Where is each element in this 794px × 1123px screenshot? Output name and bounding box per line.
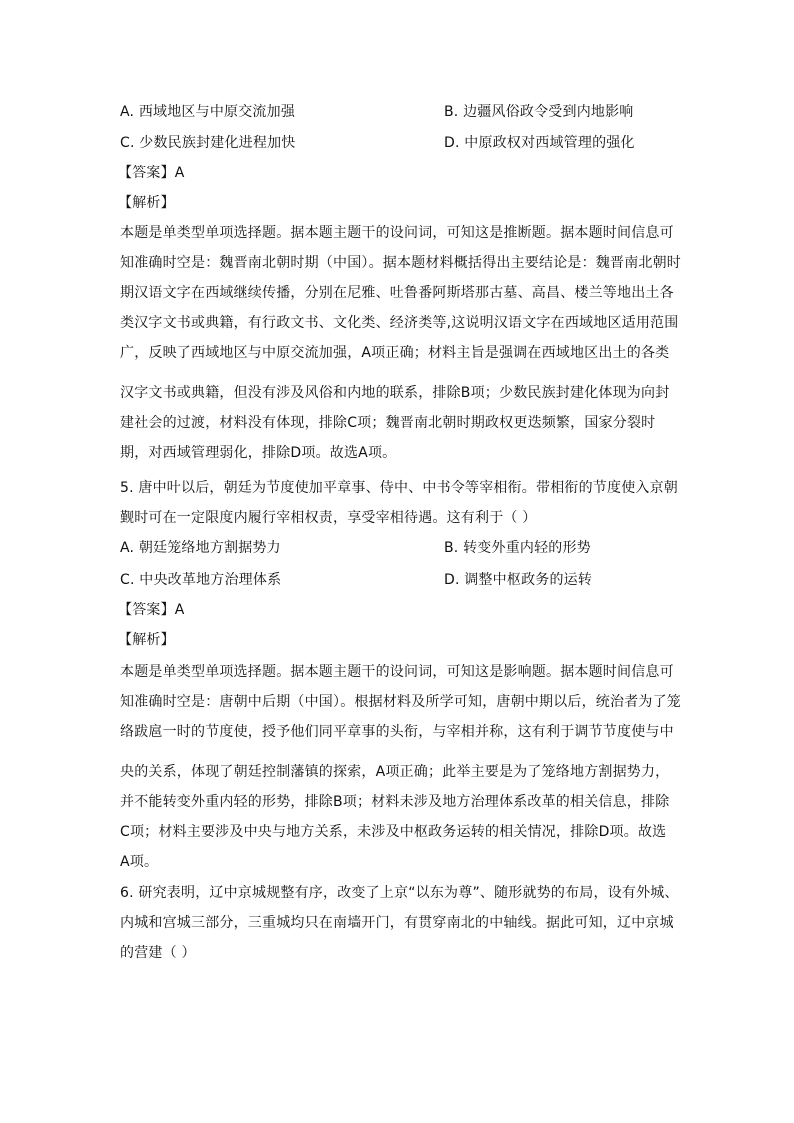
q4-answer: 【答案】A [118, 165, 185, 181]
q4-option-c: C. 少数民族封建化进程加快 [120, 135, 296, 151]
q4-analysis-line: 广，反映了西域地区与中原交流加强，A项正确；材料主旨是强调在西域地区出土的各类 [120, 345, 670, 361]
q4-option-b: B. 边疆风俗政令受到内地影响 [444, 104, 634, 120]
q5-analysis-line: C项；材料主要涉及中央与地方关系，未涉及中枢政务运转的相关情况，排除D项。故选 [120, 824, 667, 840]
q4-analysis-line: 建社会的过渡，材料没有体现，排除C项；魏晋南北朝时期政权更迭频繁，国家分裂时 [120, 415, 656, 431]
q5-analysis-line: 络跋扈一时的节度使，授予他们同平章事的头衔，与宰相并称，这有利于调节节度使与中 [120, 724, 674, 740]
q5-option-a: A. 朝廷笼络地方割据势力 [120, 540, 281, 556]
q5-analysis-line: 并不能转变外重内轻的形势，排除B项；材料未涉及地方治理体系改革的相关信息，排除 [120, 794, 670, 810]
q5-stem-line: 觐时可在一定限度内履行宰相权责，享受宰相待遇。这有利于（ ） [120, 510, 537, 526]
q4-option-d: D. 中原政权对西域管理的强化 [444, 135, 635, 151]
q5-analysis-line: 知准确时空是：唐朝中后期（中国）。根据材料及所学可知，唐朝中期以后，统治者为了笼 [120, 694, 681, 710]
q5-stem-line: 5. 唐中叶以后，朝廷为节度使加平章事、侍中、中书令等宰相衔。带相衔的节度使入京朝 [120, 480, 679, 496]
q5-option-c: C. 中央改革地方治理体系 [120, 572, 282, 588]
q4-analysis-line: 知准确时空是：魏晋南北朝时期（中国）。据本题材料概括得出主要结论是：魏晋南北朝时 [120, 255, 681, 271]
q4-analysis-line: 期汉语文字在西域继续传播，分别在尼雅、吐鲁番阿斯塔那古墓、高昌、楼兰等地出土各 [120, 285, 674, 301]
q4-analysis-title: 【解析】 [118, 195, 175, 211]
q5-analysis-line: 本题是单类型单项选择题。据本题主题干的设问词，可知这是影响题。据本题时间信息可 [120, 664, 674, 680]
q6-stem-line: 内城和宫城三部分，三重城均只在南墙开门，有贯穿南北的中轴线。据此可知，辽中京城 [120, 915, 674, 931]
q5-analysis-title: 【解析】 [118, 632, 175, 648]
q4-analysis-line: 类汉字文书或典籍，有行政文书、文化类、经济类等,这说明汉语文字在西域地区适用范围 [120, 315, 679, 331]
q5-option-b: B. 转变外重内轻的形势 [444, 540, 591, 556]
q5-option-d: D. 调整中枢政务的运转 [444, 572, 593, 588]
q4-option-a: A. 西域地区与中原交流加强 [120, 104, 296, 120]
q5-analysis-line: A项。 [120, 854, 159, 870]
q4-analysis-line: 汉字文书或典籍，但没有涉及风俗和内地的联系，排除B项；少数民族封建化体现为向封 [120, 385, 670, 401]
q5-analysis-line: 央的关系，体现了朝廷控制藩镇的探索，A项正确；此举主要是为了笼络地方割据势力， [120, 764, 670, 780]
q6-stem-line: 的营建（ ） [120, 945, 196, 961]
q5-answer: 【答案】A [118, 602, 185, 618]
q4-analysis-line: 本题是单类型单项选择题。据本题主题干的设问词，可知这是推断题。据本题时间信息可 [120, 225, 674, 241]
q6-stem-line: 6. 研究表明，辽中京城规整有序，改变了上京“以东为尊”、随形就势的布局，设有外城、 [120, 885, 679, 901]
q4-analysis-line: 期，对西域管理弱化，排除D项。故选A项。 [120, 445, 397, 461]
